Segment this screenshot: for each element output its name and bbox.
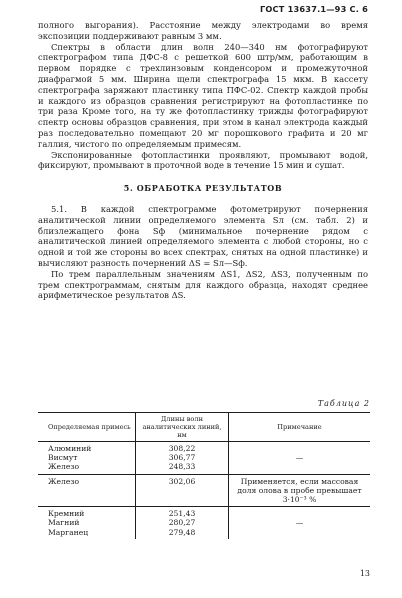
table-row (38, 474, 370, 507)
paragraph-continuation: полного выгорания). Расстояние между электродами во время экспозиции поддерживают равным 3 мм. (38, 20, 368, 41)
element-name: Висмут (48, 453, 78, 463)
page-header: ГОСТ 13637.1—93 С. 6 (259, 4, 368, 14)
page-number: 13 (359, 569, 370, 578)
header-wavelength: Длины волн аналитических линий, нм (136, 413, 229, 442)
section-title: 5. ОБРАБОТКА РЕЗУЛЬТАТОВ (123, 183, 283, 194)
table-row (38, 507, 370, 539)
element-name: Алюминий (48, 444, 92, 453)
wavelength-value: 308,22 (168, 444, 196, 453)
table-row (38, 442, 370, 475)
note-cell: — (229, 507, 371, 539)
wavelength-value: 248,33 (168, 462, 196, 472)
paragraph-spectra: Спектры в области длин волн 240—340 нм фотографируют спектрографом типа ДФС-8 с решеткой 600 штр/мм, работающим в первом порядке с трехлинзовым конденсором и промежуточной диафрагмой 5 мм. Ширина щели спектрографа 15 мкм. В кассету спектрографа заряжают пластинку типа ПФС-02. Спектр каждой пробы и каждого из образцов сравнения регистрируют на фотопластинке по три раза Кроме того, на ту же фотопластинку трижды фотографируют спектр основы образцов сравнения, при этом в канал электрода каждый раз последовательно помещают 20 мг порошкового графита и 20 мг галлия, чистого по определяемым примесям. (38, 41, 368, 149)
document-body (38, 20, 368, 301)
note-cell: — (295, 453, 304, 463)
element-name: Марганец (48, 527, 89, 537)
element-name: Железо (48, 462, 80, 472)
wavelength-value: 280,27 (168, 518, 196, 528)
note-cell: Применяется, если массовая доля олова в пробе превышает 3·10⁻³ % (229, 474, 371, 507)
wavelength-value: 279,48 (168, 527, 196, 537)
table-caption: Таблица 2 (317, 399, 370, 408)
wavelength-value: 306,77 (168, 453, 196, 463)
table-2 (38, 412, 370, 539)
header-impurity: Определяемая примесь (38, 413, 136, 442)
element-name: Магний (48, 518, 80, 528)
table-header-row (38, 413, 370, 442)
wavelength-value: 251,43 (168, 509, 196, 519)
element-name: Кремний (48, 509, 85, 519)
wavelength-value: 302,06 (168, 476, 196, 486)
paragraph-plates: Экспонированные фотопластинки проявляют, промывают водой, фиксируют, промывают в проточной воде в течение 15 мин и сушат. (38, 149, 368, 171)
paragraph-5-1: 5.1. В каждой спектрограмме фотометрируют почернения аналитической линии определяемого элемента Sл (см. табл. 2) и близлежащего фона Sф (минимальное почернение рядом с аналитической линией определяемого элемента с любой стороны, но с одной и той же стороны во всех спектрах, снятых на одной пластинке) и вычисляют разность почернений ΔS = Sл—Sф. (38, 203, 368, 268)
header-note: Примечание (229, 413, 371, 442)
paragraph-mean: По трем параллельным значениям ΔS1, ΔS2, ΔS3, полученным по трем спектрограммам, снятым для каждого образца, находят среднее арифметическое результатов ΔS. (38, 268, 368, 301)
element-name: Железо (48, 476, 80, 486)
